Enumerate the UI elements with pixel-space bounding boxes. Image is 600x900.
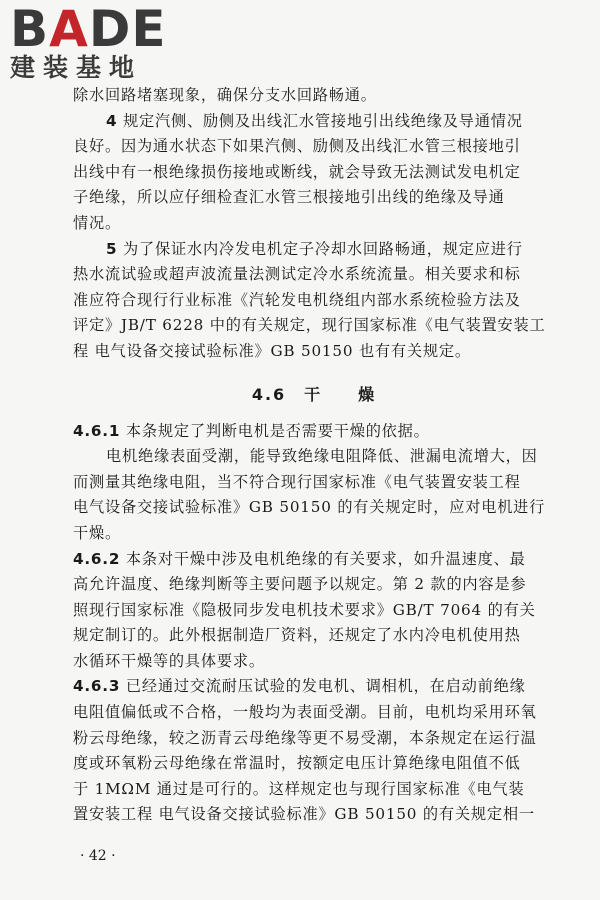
logo-brand: BADE: [10, 0, 167, 58]
text-line: 而测量其绝缘电阻，当不符合现行国家标准《电气装置安装工程: [73, 472, 521, 491]
text-line: 水循环干燥等的具体要求。: [73, 651, 265, 670]
section-title-part: 燥: [358, 384, 377, 404]
text-line: 情况。: [73, 213, 121, 232]
clause-number: 5: [106, 239, 118, 258]
clause-number: 4.6.3: [73, 677, 121, 696]
text-line: 出线中有一根绝缘损伤接地或断线，就会导致无法测试发电机定: [73, 162, 521, 181]
text-line: 良好。因为通水状态下如果汽侧、励侧及出线汇水管三根接地引: [73, 137, 521, 156]
clause-4-6-1: 4.6.1 本条规定了判断电机是否需要干燥的依据。: [73, 421, 430, 440]
text-line: 粉云母绝缘，较之沥青云母绝缘等更不易受潮，本条规定在运行温: [73, 728, 537, 747]
page-body: [73, 83, 555, 828]
text-line: 照现行国家标准《隐极同步发电机技术要求》GB/T 7064 的有关: [73, 600, 536, 619]
section-heading: [73, 377, 555, 413]
clause-4-6-3: 4.6.3 已经通过交流耐压试验的发电机、调相机，在启动前绝缘: [73, 677, 526, 696]
text-line: 高允许温度、绝缘判断等主要问题予以规定。第 2 款的内容是参: [73, 575, 527, 594]
text-line: 5 为了保证水内冷发电机定子冷却水回路畅通，规定应进行: [106, 239, 523, 258]
text-line: 4 规定汽侧、励侧及出线汇水管接地引出线绝缘及导通情况: [106, 111, 523, 130]
text-line: 度或环氧粉云母绝缘在常温时，按额定电压计算绝缘电阻值不低: [73, 754, 521, 773]
text-line: 规定制订的。此外根据制造厂资料，还规定了水内冷电机使用热: [73, 626, 521, 645]
logo-accent-letter: A: [49, 0, 89, 58]
clause-number: 4.6.2: [73, 549, 121, 568]
clause-number: 4: [106, 111, 118, 130]
text-line: 程 电气设备交接试验标准》GB 50150 也有有关规定。: [73, 341, 471, 360]
text-line: 干燥。: [73, 523, 121, 542]
text-line: 准应符合现行行业标准《汽轮发电机绕组内部水系统检验方法及: [73, 290, 521, 309]
watermark-logo: [10, 0, 167, 82]
text-line: 热水流试验或超声波流量法测试定冷水系统流量。相关要求和标: [73, 265, 521, 284]
clause-number: 4.6.1: [73, 421, 121, 440]
section-title-part: 干: [304, 384, 323, 404]
text-line: 电阻值偏低或不合格，一般均为表面受潮。目前，电机均采用环氧: [73, 703, 537, 722]
logo-subtitle: 建装基地: [10, 53, 143, 82]
page-number: · 42 ·: [80, 848, 116, 864]
text-line: 子绝缘，所以应仔细检查汇水管三根接地引出线的绝缘及导通: [73, 188, 505, 207]
text-line: 评定》JB/T 6228 中的有关规定，现行国家标准《电气装置安装工: [73, 316, 546, 335]
clause-4-6-2: 4.6.2 本条对干燥中涉及电机绝缘的有关要求，如升温速度、最: [73, 549, 526, 568]
text-line: 除水回路堵塞现象，确保分支水回路畅通。: [73, 86, 377, 104]
text-line: 电气设备交接试验标准》GB 50150 的有关规定时，应对电机进行: [73, 498, 546, 517]
text-line: 电机绝缘表面受潮，能导致绝缘电阻降低、泄漏电流增大，因: [106, 447, 538, 466]
text-line: 置安装工程 电气设备交接试验标准》GB 50150 的有关规定相一: [73, 805, 535, 824]
text-line: 于 1MΩM 通过是可行的。这样规定也与现行国家标准《电气装: [73, 779, 525, 798]
section-number: 4.6: [251, 384, 287, 404]
